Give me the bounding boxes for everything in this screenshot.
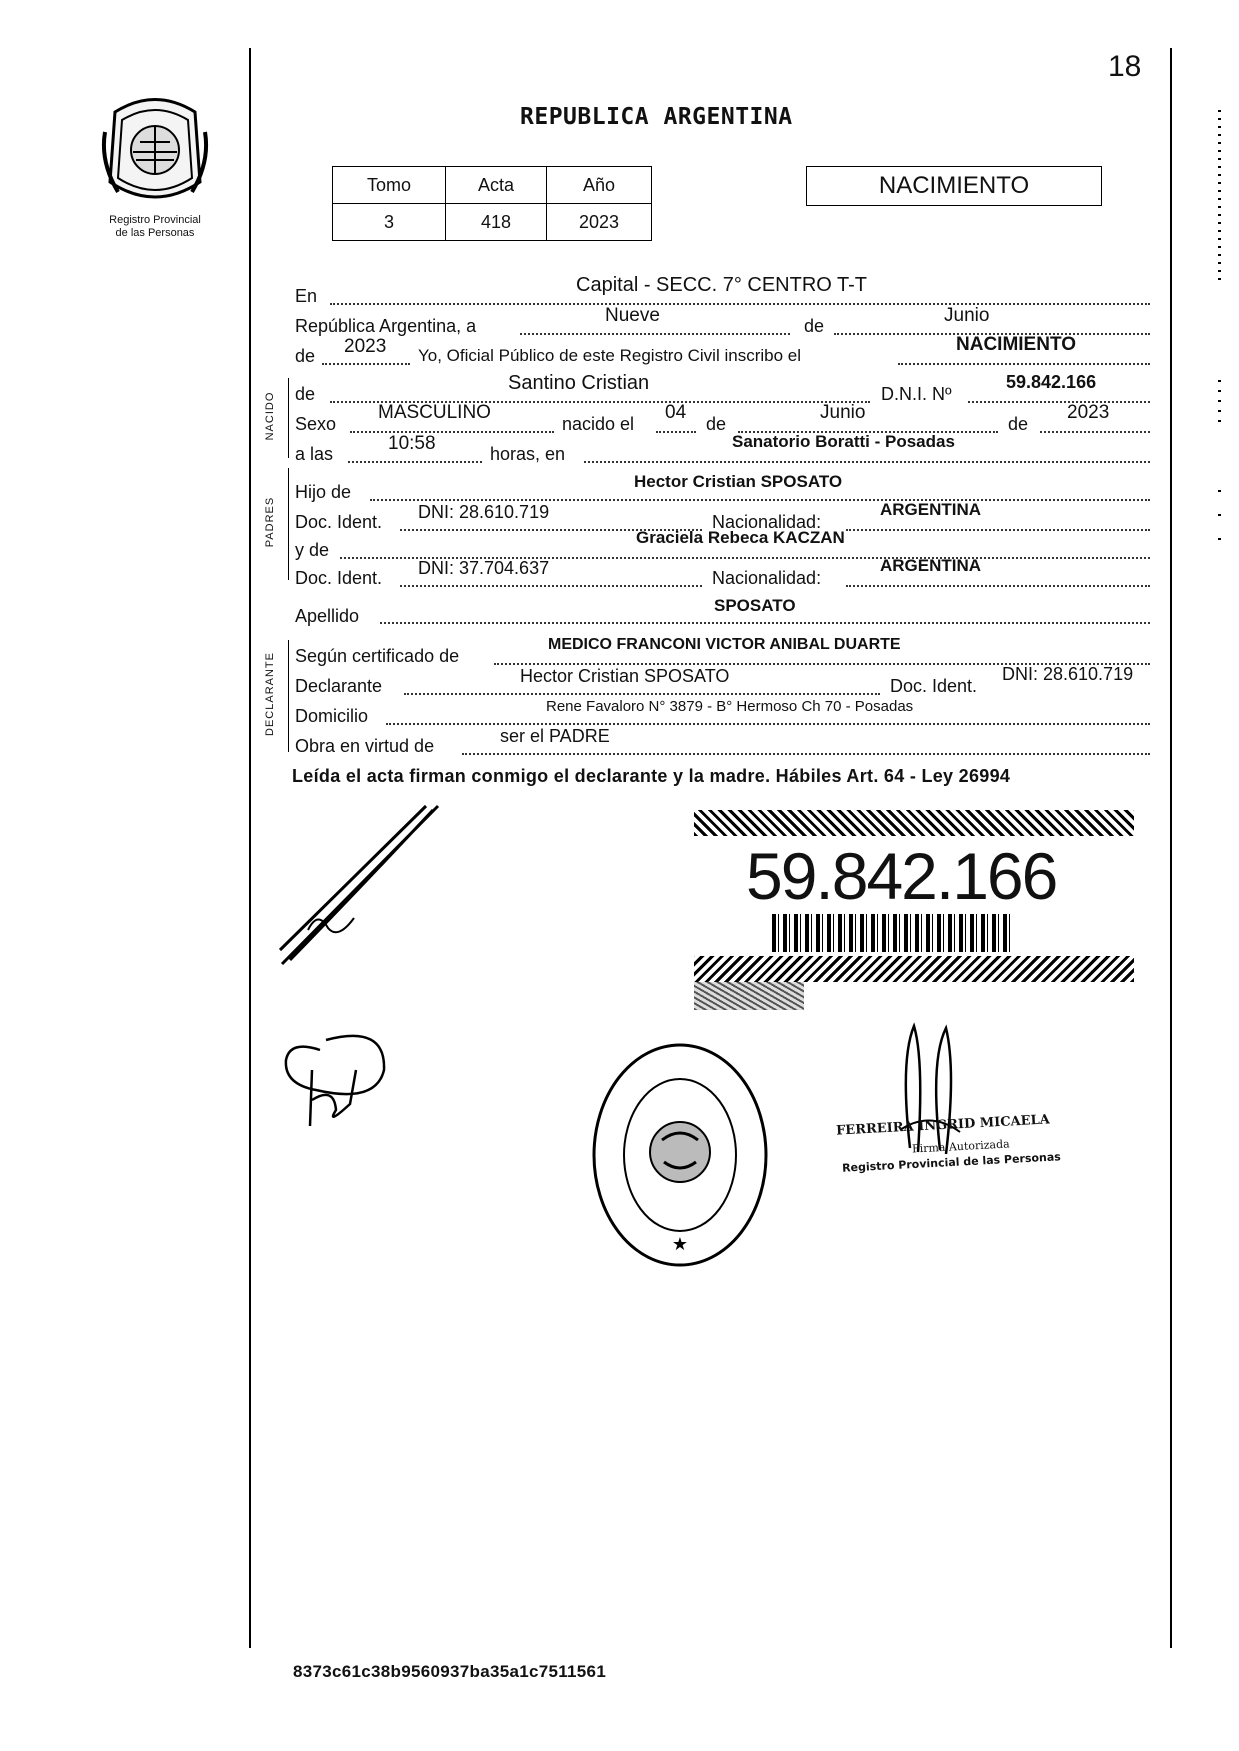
de-label: de — [804, 316, 825, 336]
birth-day-value: 04 — [665, 402, 687, 423]
born-side-label: NACIDO — [264, 391, 276, 441]
scan-marks — [1218, 110, 1224, 550]
dni-dots — [968, 401, 1150, 403]
left-margin-line — [249, 48, 251, 1648]
mother-doc-dots — [400, 585, 702, 587]
en-value: Capital - SECC. 7° CENTRO T-T — [576, 274, 868, 296]
inscribo-value: NACIMIENTO — [956, 334, 1076, 355]
declarant-bracket — [288, 640, 289, 752]
sexo-label: Sexo — [295, 414, 337, 434]
mother-nat-dots — [846, 585, 1150, 587]
birth-year-dots — [1040, 431, 1150, 433]
official-role: Firma Autorizada — [911, 1137, 1010, 1156]
father-doc-value: DNI: 28.610.719 — [418, 502, 550, 522]
decl-doc-label: Doc. Ident. — [890, 676, 978, 696]
inscribo-label: Yo, Oficial Público de este Registro Civil inscribo el — [418, 346, 801, 365]
de-year-label: de — [295, 346, 316, 366]
apellido-label: Apellido — [295, 606, 360, 626]
father-name-dots — [370, 499, 1150, 501]
horas-label: horas, en — [490, 444, 566, 464]
place-dots — [584, 461, 1150, 463]
act-type-box: NACIMIENTO — [806, 166, 1102, 206]
a-las-label: a las — [295, 444, 334, 464]
sticker-security-stamp — [694, 982, 804, 1010]
domicilio-dots — [386, 723, 1150, 725]
right-margin-line — [1170, 48, 1172, 1648]
dni-label: D.N.I. Nº — [881, 384, 952, 404]
year-dots — [322, 363, 410, 365]
official-stamp — [590, 1040, 770, 1270]
sexo-dots — [350, 431, 554, 433]
sticker-pattern-top — [694, 810, 1134, 836]
parents-bracket — [288, 468, 289, 580]
obra-label: Obra en virtud de — [295, 736, 435, 756]
page-title: REPUBLICA ARGENTINA — [520, 104, 793, 130]
mother-doc-value: DNI: 37.704.637 — [418, 558, 550, 578]
mother-nat-label: Nacionalidad: — [712, 568, 822, 588]
anio-header: Año — [547, 167, 652, 204]
mother-name-value: Graciela Rebeca KACZAN — [636, 528, 845, 547]
sexo-value: MASCULINO — [378, 402, 491, 423]
footer-hash: 8373c61c38b9560937ba35a1c7511561 — [293, 1662, 607, 1681]
day-value: Nueve — [605, 305, 660, 326]
dni-sticker — [694, 810, 1134, 1010]
decl-doc-value: DNI: 28.610.719 — [1002, 664, 1134, 684]
father-nat-dots — [846, 529, 1150, 531]
y-de-label: y de — [295, 540, 330, 560]
month-value: Junio — [944, 305, 990, 326]
svg-text:★: ★ — [671, 1234, 689, 1255]
cert-value: MEDICO FRANCONI VICTOR ANIBAL DUARTE — [548, 636, 901, 653]
name-label: de — [295, 384, 316, 404]
inscribo-dots — [898, 363, 1150, 365]
acta-value: 418 — [446, 204, 547, 241]
apellido-dots — [380, 622, 1150, 624]
father-doc-label: Doc. Ident. — [295, 512, 383, 532]
dni-value: 59.842.166 — [1006, 372, 1097, 392]
mother-signature — [276, 1030, 396, 1130]
birth-time-value: 10:58 — [388, 433, 436, 454]
year-value: 2023 — [344, 336, 387, 357]
birth-place-value: Sanatorio Boratti - Posadas — [732, 432, 955, 451]
en-label: En — [295, 286, 318, 306]
mother-doc-label: Doc. Ident. — [295, 568, 383, 588]
official-org: Registro Provincial de las Personas — [841, 1150, 1062, 1175]
closing-text: Leída el acta firman conmigo el declarante y la madre. Hábiles Art. 64 - Ley 26994 — [292, 766, 1011, 786]
hijo-label: Hijo de — [295, 482, 352, 502]
registry-caption-line1: Registro Provincial — [109, 214, 201, 226]
tomo-header: Tomo — [333, 167, 446, 204]
birth-day-dots — [656, 431, 696, 433]
sticker-barcode — [772, 914, 1012, 952]
register-header-row — [333, 167, 652, 204]
acta-header: Acta — [446, 167, 547, 204]
en-dots — [330, 303, 1150, 305]
page-number: 18 — [1108, 50, 1142, 83]
registry-caption-line2: de las Personas — [115, 227, 195, 239]
domicilio-label: Domicilio — [295, 706, 369, 726]
sticker-number: 59.842.166 — [746, 839, 1057, 913]
declarant-side-label: DECLARANTE — [264, 652, 276, 736]
father-nat-label: Nacionalidad: — [712, 512, 822, 532]
de-month-label: de — [706, 414, 727, 434]
register-value-row — [333, 204, 652, 241]
de-year-label-2: de — [1008, 414, 1029, 434]
tomo-value: 3 — [333, 204, 446, 241]
born-bracket — [288, 378, 289, 458]
registry-caption — [85, 214, 225, 240]
cert-label: Según certificado de — [295, 646, 460, 666]
sticker-pattern-bottom — [694, 956, 1134, 982]
nacido-label: nacido el — [562, 414, 635, 434]
official-name: FERREIRA INGRID MICAELA — [835, 1112, 1051, 1139]
obra-dots — [462, 753, 1150, 755]
declarante-dots — [404, 693, 880, 695]
declarante-label: Declarante — [295, 676, 383, 696]
domicilio-value: Rene Favaloro N° 3879 - B° Hermoso Ch 70 - Posadas — [546, 698, 914, 715]
republica-label: República Argentina, a — [295, 316, 477, 336]
child-name-value: Santino Cristian — [508, 372, 650, 394]
time-dots — [348, 461, 482, 463]
declarante-value: Hector Cristian SPOSATO — [520, 666, 730, 686]
birth-month-value: Junio — [820, 402, 866, 423]
father-name-value: Hector Cristian SPOSATO — [634, 472, 843, 491]
apellido-value: SPOSATO — [714, 596, 796, 615]
day-dots — [520, 333, 790, 335]
parents-side-label: PADRES — [264, 496, 276, 548]
mother-nat-value: ARGENTINA — [880, 556, 982, 575]
declarant-signature — [268, 800, 448, 975]
anio-value: 2023 — [547, 204, 652, 241]
birth-year-value: 2023 — [1067, 402, 1110, 423]
father-nat-value: ARGENTINA — [880, 500, 982, 519]
province-seal — [100, 92, 210, 210]
register-table — [332, 166, 652, 241]
obra-value: ser el PADRE — [500, 726, 610, 746]
